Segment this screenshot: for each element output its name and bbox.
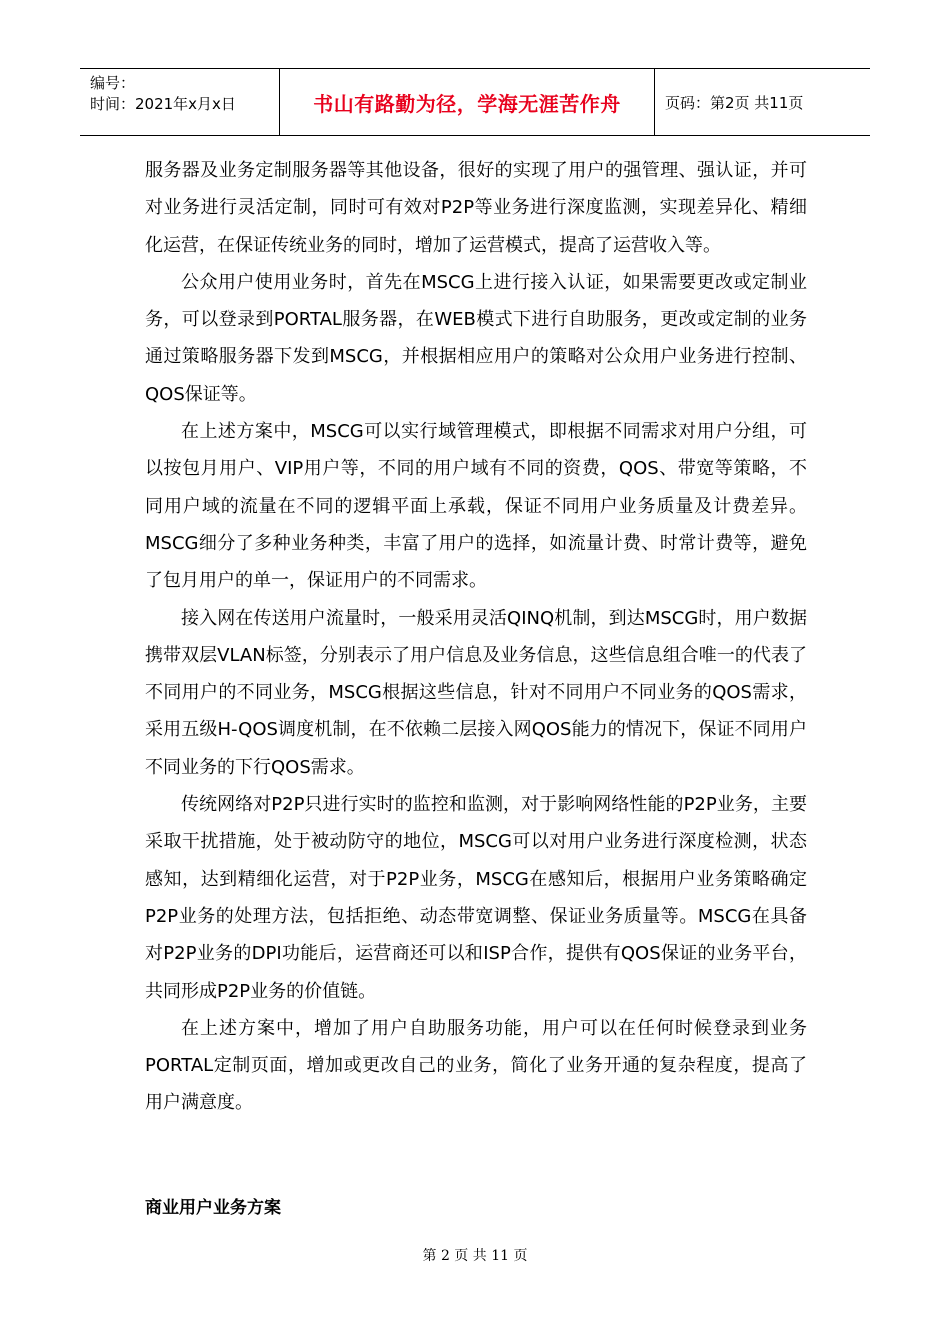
paragraph: 在上述方案中，增加了用户自助服务功能，用户可以在任何时候登录到业务PORTAL定制页面，增加或更改自己的业务，简化了业务开通的复杂程度，提高了用户满意度。 — [145, 1017, 807, 1114]
header-meta-cell — [80, 69, 280, 135]
header-time-label: 时间：2021年x月x日 — [90, 95, 236, 113]
paragraph: 公众用户使用业务时，首先在MSCG上进行接入认证，如果需要更改或定制业务，可以登录到PORTAL服务器，在WEB模式下进行自助服务，更改或定制的业务通过策略服务器下发到MSCG，并根据相应用户的策略对公众用户业务进行控制、QOS保证等。 — [145, 271, 807, 405]
paragraph: 传统网络对P2P只进行实时的监控和监测，对于影响网络性能的P2P业务，主要采取干扰措施，处于被动防守的地位，MSCG可以对用户业务进行深度检测，状态感知，达到精细化运营，对于P2P业务，MSCG在感知后，根据用户业务策略确定P2P业务的处理方法，包括拒绝、动态带宽调整、保证业务质量等。MSCG在具备对P2P业务的DPI功能后，运营商还可以和ISP合作，提供有QOS保证的业务平台，共同形成P2P业务的价值链。 — [145, 794, 807, 1002]
paragraph: 接入网在传送用户流量时，一般采用灵活QINQ机制，到达MSCG时，用户数据携带双层VLAN标签，分别表示了用户信息及业务信息，这些信息组合唯一的代表了不同用户的不同业务，MSCG根据这些信息，针对不同用户不同业务的QOS需求，采用五级H-QOS调度机制，在不依赖二层接入网QOS能力的情况下，保证不同用户不同业务的下行QOS需求。 — [145, 607, 807, 778]
header-motto: 书山有路勤为径，学海无涯苦作舟 — [313, 91, 621, 116]
page-footer: 第 2 页 共 11 页 — [422, 1248, 528, 1264]
paragraph-continued: 服务器及业务定制服务器等其他设备，很好的实现了用户的强管理、强认证，并可对业务进行灵活定制，同时可有效对P2P等业务进行深度监测，实现差异化、精细化运营，在保证传统业务的同时，增加了运营模式，提高了运营收入等。 — [145, 160, 807, 256]
document-body — [145, 152, 807, 1122]
header-motto-cell — [280, 69, 655, 135]
page-header — [80, 68, 870, 136]
header-page-info: 页码：第2页 共11页 — [665, 93, 804, 112]
paragraph: 在上述方案中，MSCG可以实行域管理模式，即根据不同需求对用户分组，可以按包月用户、VIP用户等，不同的用户域有不同的资费，QOS、带宽等策略，不同用户域的流量在不同的逻辑平面上承载，保证不同用户业务质量及计费差异。MSCG细分了多种业务种类，丰富了用户的选择，如流量计费、时常计费等，避免了包月用户的单一，保证用户的不同需求。 — [145, 421, 807, 592]
header-code-label: 编号： — [90, 74, 136, 92]
header-page-cell — [655, 69, 870, 135]
section-heading: 商业用户业务方案 — [145, 1198, 281, 1218]
